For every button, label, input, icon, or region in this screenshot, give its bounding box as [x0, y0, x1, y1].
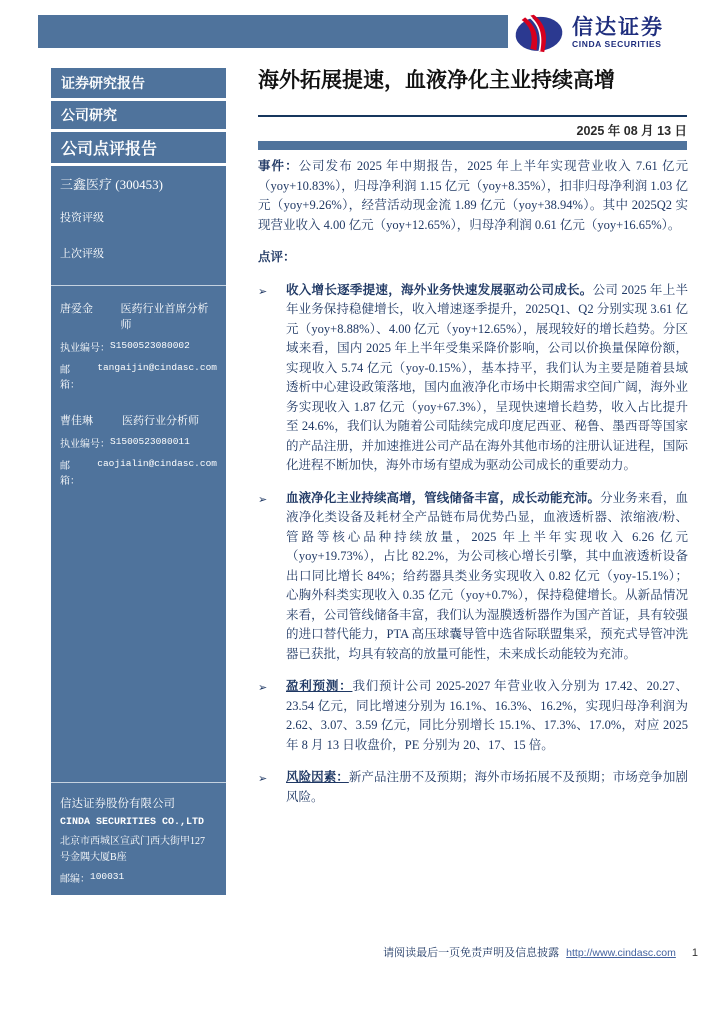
- bullet-blood-purification: [258, 489, 688, 665]
- email-label: 邮 箱：: [60, 461, 90, 487]
- company-name-en: CINDA SECURITIES CO.,LTD: [60, 817, 205, 828]
- sidebar-tag-research-report: 证券研究报告: [51, 68, 226, 98]
- title-rule: [258, 115, 687, 117]
- report-title: 海外拓展提速，血液净化主业持续高增: [258, 69, 615, 92]
- sidebar-tag-company-comment: 公司点评报告: [51, 132, 226, 163]
- bullet-risk-factors: [258, 768, 688, 807]
- sidebar-tag-company-research: 公司研究: [51, 101, 226, 129]
- analyst-block: [60, 412, 217, 494]
- license-label: 执业编号：: [60, 343, 110, 354]
- analyst-license-row: [60, 339, 217, 354]
- sidebar-divider: [51, 782, 226, 783]
- logo-name-cn: 信达证券: [572, 16, 664, 40]
- bullet-revenue-growth: [258, 281, 688, 476]
- analyst-email-row: [60, 457, 217, 487]
- email-address: tangaijin@cindasc.com: [97, 362, 217, 373]
- cinda-logo-text: [572, 17, 664, 49]
- logo-name-en: CINDA SECURITIES: [572, 39, 662, 50]
- previous-rating-label: 上次评级: [60, 248, 104, 260]
- bullet-lead: 收入增长逐季提速，海外业务快速发展驱动公司成长。: [286, 282, 593, 297]
- event-text: 公司发布 2025 年中期报告，2025 年上半年实现营业收入 7.61 亿元（yoy+10.83%），归母净利润 1.15 亿元（yoy+8.35%），扣非归母净利润 1.03 亿元（yoy+9.26%），经营活动现金流 1.89 亿元（yoy+38.94%）。其中 2025Q2 实现营业收入 4.00 亿元（yoy+12.65%），归母净利润 0.61 亿元（yoy+16.65%）。: [258, 159, 688, 232]
- bullet-arrow-icon: ➢: [258, 492, 268, 506]
- company-postcode-row: [60, 870, 217, 885]
- page-footer: [0, 944, 698, 960]
- bullet-arrow-icon: ➢: [258, 681, 268, 694]
- analyst-name-row: [60, 300, 217, 332]
- bullet-body: 分业务来看，血液净化类设备及耗材全产品链布局优势凸显，血液透析器、浓缩液/粉、管路等核心品种持续放量，2025 年上半年实现收入 6.26 亿元（yoy+19.73%），占比 82.2%，为公司核心增长引擎，其中血液透析设备出口同比增长 84%；给药器具类业务实现收入 0.82 亿元（yoy-15.1%）；心胸外科类实现收入 0.35 亿元（yoy+0.7%），保持稳健增长。从新品情况来看，公司管线储备丰富，我们认为湿膜透析器作为国产首证，具有较强的进口替代能力，PTA 高压球囊导管中选省际联盟集采，预充式导管冲洗器已获批，均具有较高的放量可能性，未来成长动能较为充沛。: [286, 490, 688, 661]
- sidebar-info-panel: [51, 166, 226, 895]
- analyst-name: 唐爱金: [60, 303, 93, 315]
- postcode-value: 100031: [90, 871, 125, 882]
- cinda-logo: [513, 9, 699, 57]
- page-number: 1: [691, 947, 698, 959]
- analyst-name-row: [60, 412, 217, 428]
- report-body: [258, 157, 688, 820]
- email-label: 邮 箱：: [60, 365, 90, 391]
- event-label: 事件：: [258, 159, 299, 173]
- bullet-profit-forecast: [258, 677, 688, 755]
- sidebar-divider: [51, 285, 226, 286]
- bullet-text: [286, 677, 688, 755]
- report-date: 2025 年 08 月 13 日: [576, 124, 687, 138]
- bullet-arrow-icon: ➢: [258, 284, 268, 298]
- bullet-body: 公司 2025 年上半年业务保持稳健增长，收入增速逐季提升，2025Q1、Q2 分别实现 3.61 亿元（yoy+8.88%）、4.00 亿元（yoy+12.65%），展现较好的增长趋势。分区域来看，国内 2025 年上半年受集采降价影响，公司以价换量保障份额，实现收入 5.74 亿元（yoy-0.15%），基本持平，我们认为主要是随着县域透析中心建设政策落地，国内血液净化市场中长期需求空间广阔，海外业务实现收入 1.87 亿元（yoy+67.3%），呈现快速增长趋势，收入占比提升至 24.6%，我们认为随着公司陆续完成印度尼西亚、秘鲁、墨西哥等国家的产品注册，并加速推进公司产品在海外其他市场的注册认证进程，国际化进程不断加快，海外市场有望成为驱动公司成长的重要动力。: [286, 282, 688, 472]
- license-number: S1500523080002: [110, 340, 190, 351]
- comment-label: 点评：: [258, 250, 296, 264]
- header-blue-bar: [38, 15, 508, 48]
- company-info-block: [60, 795, 217, 885]
- bullet-text: [286, 768, 688, 807]
- email-address: caojialin@cindasc.com: [97, 458, 217, 469]
- analyst-license-row: [60, 435, 217, 450]
- bullet-lead: 风险因素：: [286, 770, 349, 784]
- analyst-name: 曹佳琳: [60, 415, 93, 427]
- cindasc-link[interactable]: http://www.cindasc.com: [566, 947, 676, 959]
- bullet-arrow-icon: ➢: [258, 772, 268, 785]
- license-number: S1500523080011: [110, 436, 190, 447]
- analyst-title: 医药行业首席分析师: [120, 303, 209, 331]
- date-blue-bar: [258, 141, 687, 150]
- stock-name-code: 三鑫医疗 (300453): [60, 177, 163, 192]
- analyst-email-row: [60, 361, 217, 391]
- bullet-text: [286, 281, 688, 476]
- bullet-lead: 盈利预测：: [286, 679, 353, 693]
- event-paragraph: [258, 157, 688, 235]
- analyst-title: 医药行业分析师: [122, 415, 199, 427]
- investment-rating-label: 投资评级: [60, 212, 104, 224]
- cinda-globe-icon: [513, 12, 565, 54]
- analyst-block: [60, 300, 217, 398]
- sidebar-spacer: [60, 494, 217, 778]
- license-label: 执业编号：: [60, 439, 110, 450]
- company-address: 北京市西城区宣武门西大街甲127 号金隅大厦B座: [60, 836, 205, 863]
- bullet-body: 我们预计公司 2025-2027 年营业收入分别为 17.42、20.27、23.54 亿元，同比增速分别为 16.1%、16.3%、16.2%，实现归母净利润为 2.62、3.07、3.59 亿元，同比分别增长 15.1%、17.3%、17.0%，对应 2025 年 8 月 13 日收盘价，PE 分别为 20、17、15 倍。: [286, 679, 688, 752]
- bullet-text: [286, 489, 688, 665]
- bullet-body: 新产品注册不及预期；海外市场拓展不及预期；市场竞争加剧风险。: [286, 770, 688, 804]
- postcode-label: 邮编：: [60, 874, 90, 885]
- disclaimer-text: 请阅读最后一页免责声明及信息披露: [383, 947, 560, 959]
- company-name-cn: 信达证券股份有限公司: [60, 798, 175, 810]
- bullet-lead: 血液净化主业持续高增，管线储备丰富，成长动能充沛。: [286, 490, 601, 505]
